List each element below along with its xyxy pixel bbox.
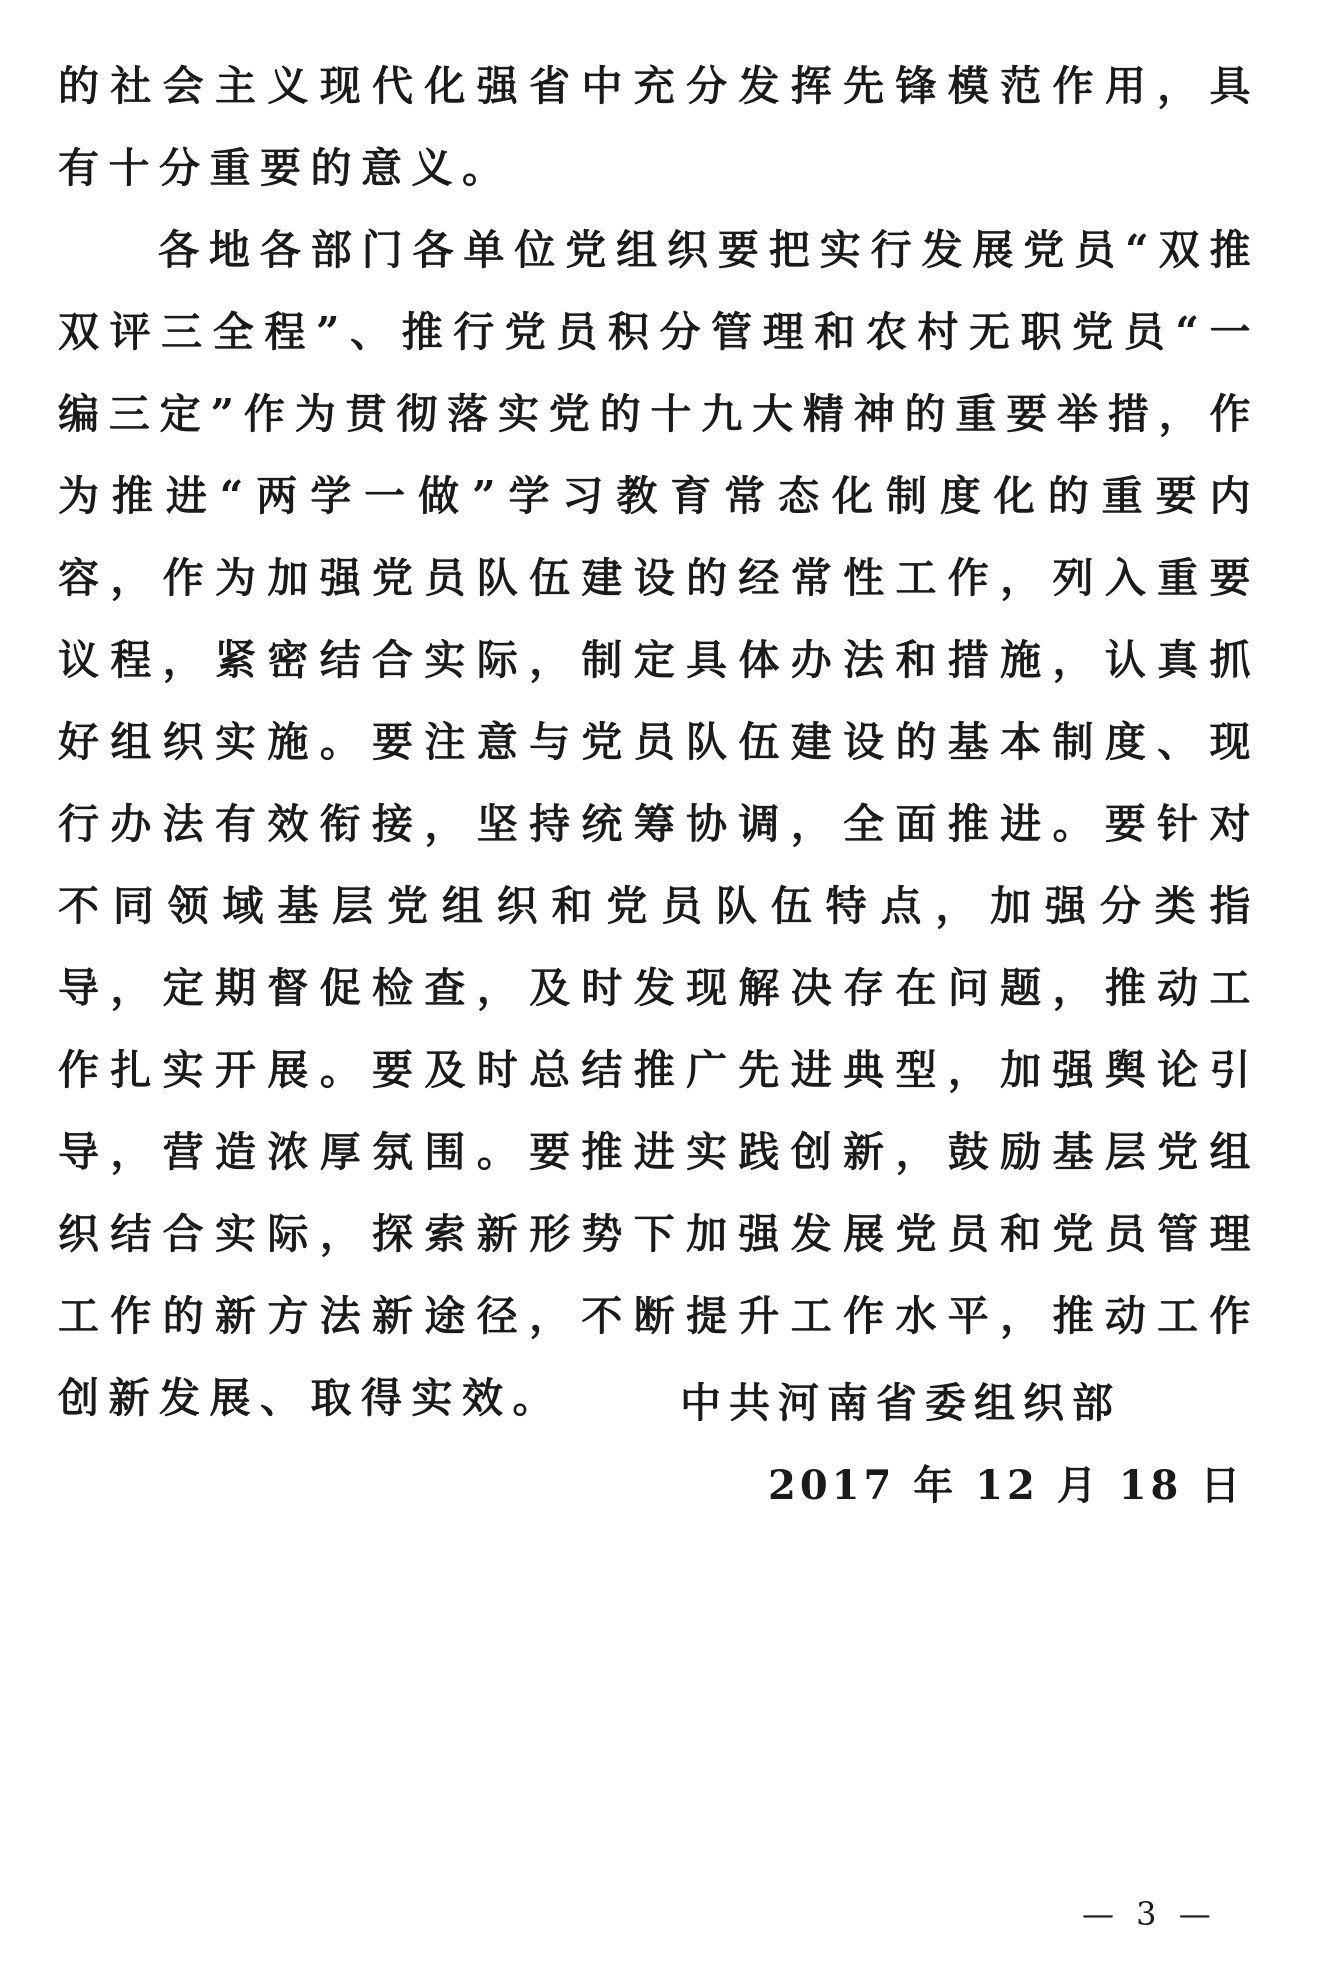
- continuation-paragraph: 的社会主义现代化强省中充分发挥先锋模范作用，具有十分重要的意义。: [58, 62, 1260, 192]
- body-text: [58, 45, 1260, 1439]
- main-paragraph: 各地各部门各单位党组织要把实行发展党员“双推双评三全程”、推行党员积分管理和农村无职党员“一编三定”作为贯彻落实党的十九大精神的重要举措，作为推进“两学一做”学习教育常态化制度化的重要内容，作为加强党员队伍建设的经常性工作，列入重要议程，紧密结合实际，制定具体办法和措施，认真抓好组织实施。要注意与党员队伍建设的基本制度、现行办法有效衔接，坚持统筹协调，全面推进。要针对不同领域基层党组织和党员队伍特点，加强分类指导，定期督促检查，及时发现解决存在问题，推动工作扎实开展。要及时总结推广先进典型，加强舆论引导，营造浓厚氛围。要推进实践创新，鼓励基层党组织结合实际，探索新形势下加强发展党员和党员管理工作的新方法新途径，不断提升工作水平，推动工作创新发展、取得实效。: [58, 226, 1260, 1422]
- issuer-signature: 中共河南省委组织部: [680, 1379, 1121, 1427]
- page-number: — 3 —: [1082, 1895, 1217, 1933]
- issue-date: 2017 年 12 月 18 日: [768, 1462, 1245, 1509]
